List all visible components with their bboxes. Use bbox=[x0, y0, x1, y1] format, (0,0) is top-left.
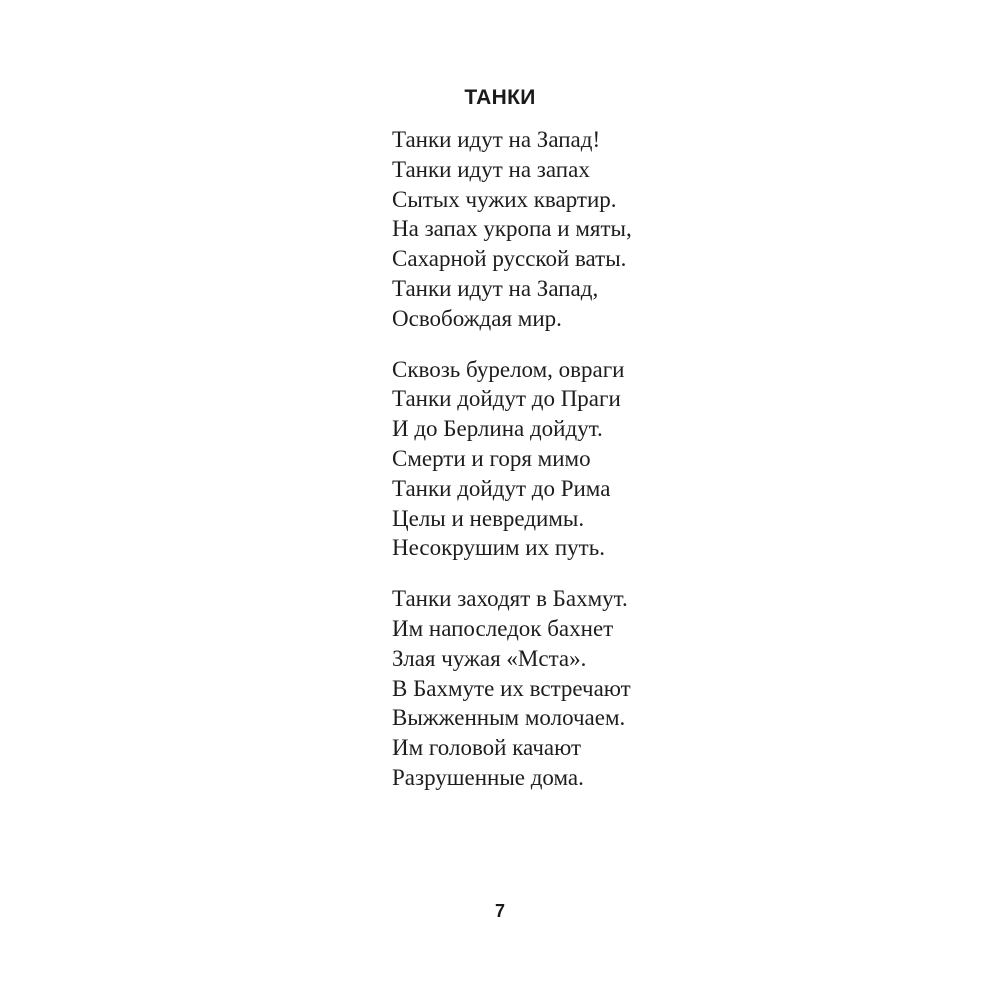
poem-line: Целы и невредимы. bbox=[392, 505, 585, 531]
stanza-1 bbox=[392, 125, 952, 334]
poem-line: Злая чужая «Мста». bbox=[392, 645, 587, 671]
poem-title: ТАНКИ bbox=[464, 86, 536, 109]
poem-line: Им напоследок бахнет bbox=[392, 615, 614, 641]
stanza-2 bbox=[392, 355, 952, 564]
poem-line: Танки дойдут до Рима bbox=[392, 475, 611, 501]
stanza-3 bbox=[392, 584, 952, 793]
poem-line: На запах укропа и мяты, bbox=[392, 216, 632, 242]
poem-line: В Бахмуте их встречают bbox=[392, 675, 631, 701]
poem-body bbox=[392, 125, 952, 814]
poem-line: Танки заходят в Бахмут. bbox=[392, 586, 628, 612]
poem-line: Сахарной русской ваты. bbox=[392, 246, 627, 272]
poem-line: И до Берлина дойдут. bbox=[392, 416, 603, 442]
poem-line: Сытых чужих квартир. bbox=[392, 186, 617, 212]
poem-line: Танки идут на Запад! bbox=[392, 127, 601, 152]
poem-line: Освобождая мир. bbox=[392, 305, 562, 331]
page-number: 7 bbox=[494, 901, 505, 921]
poem-line: Танки дойдут до Праги bbox=[392, 386, 621, 412]
poem-line: Выжженным молочаем. bbox=[392, 705, 626, 731]
poem-line: Танки идут на запах bbox=[392, 156, 590, 182]
poem-line: Им головой качают bbox=[392, 735, 582, 761]
poem-line: Разрушенные дома. bbox=[392, 764, 584, 790]
poem-line: Смерти и горя мимо bbox=[392, 445, 591, 471]
poem-line: Несокрушим их путь. bbox=[392, 535, 605, 561]
poem-line: Сквозь бурелом, овраги bbox=[392, 356, 625, 382]
poem-line: Танки идут на Запад, bbox=[392, 275, 599, 301]
